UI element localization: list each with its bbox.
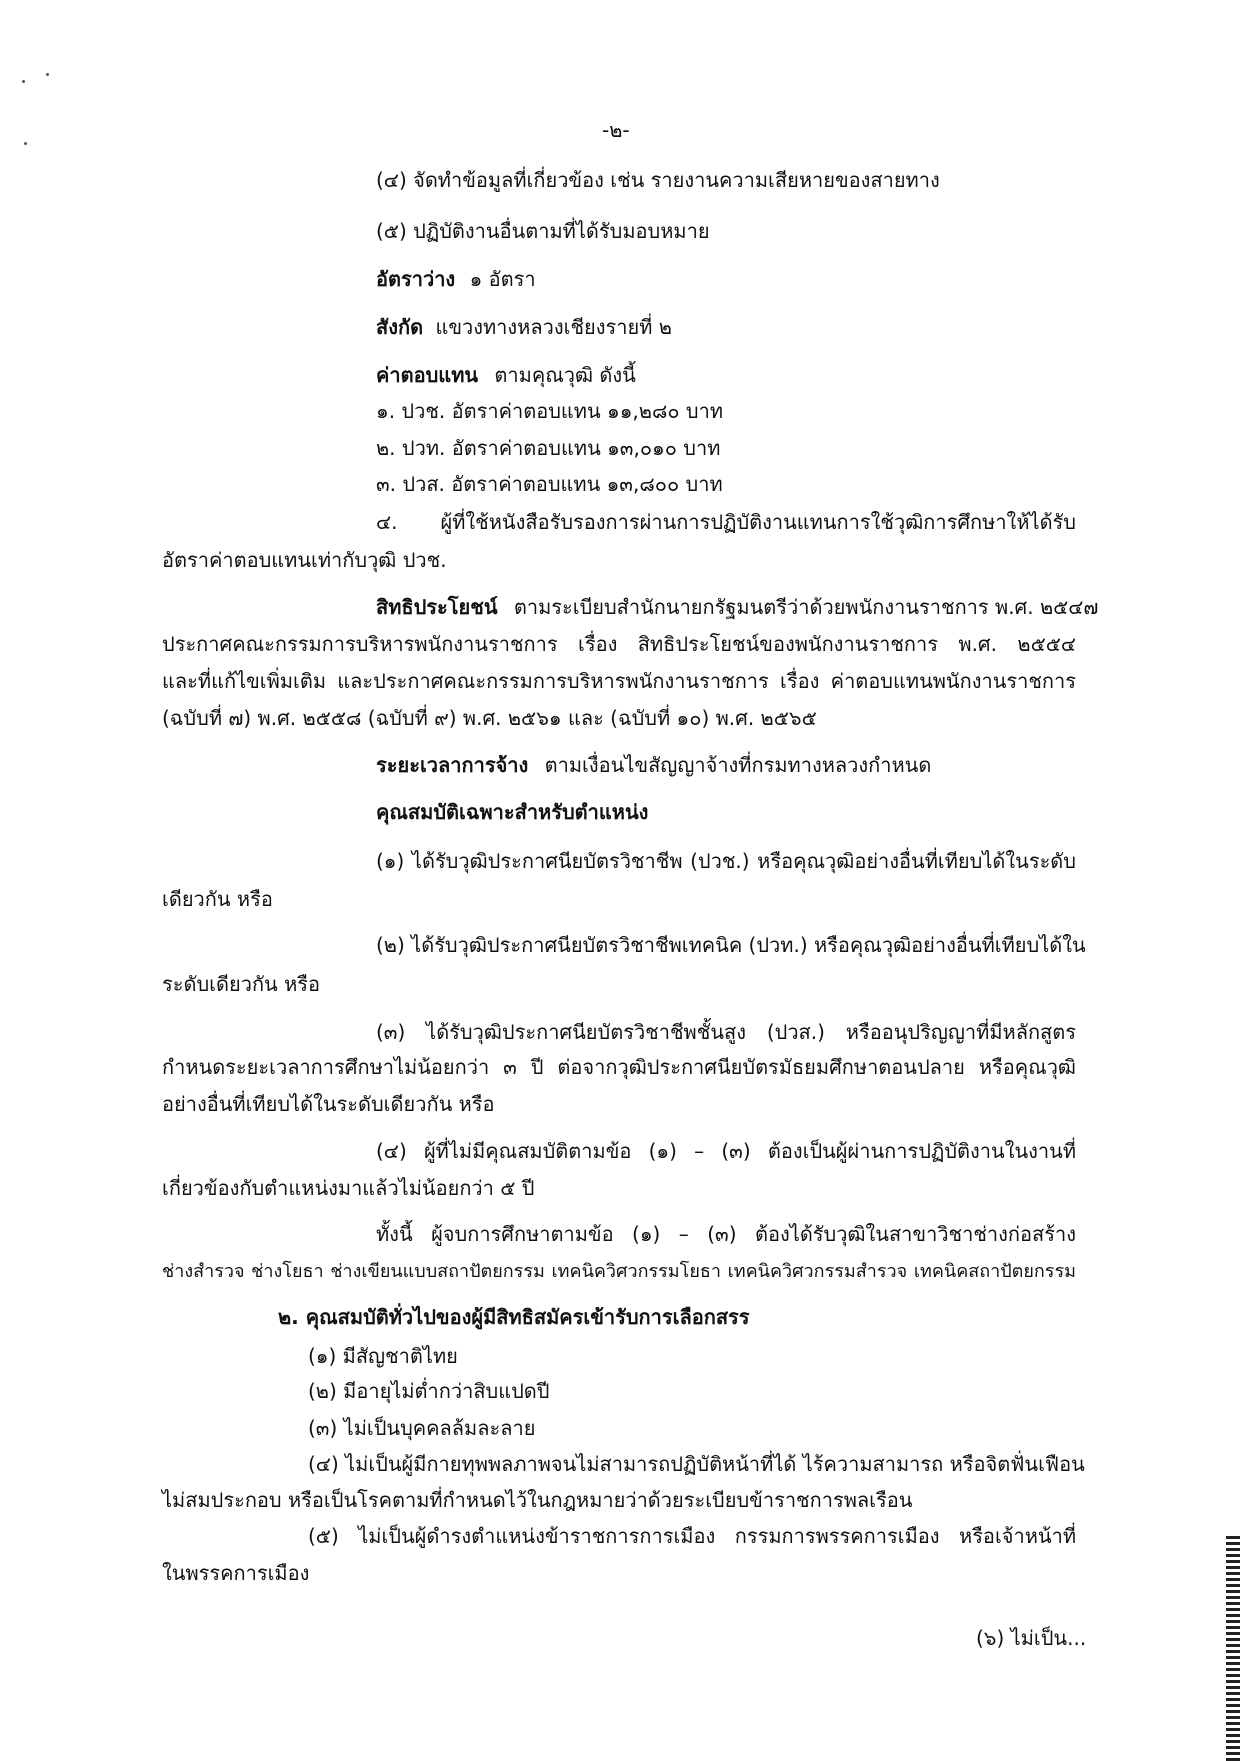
compensation-label: ค่าตอบแทน <box>376 363 479 387</box>
general-item-1: (๑) มีสัญชาติไทย <box>308 1344 458 1368</box>
qualification-3: (๓) ได้รับวุฒิประกาศนียบัตรวิชาชีพชั้นสูง (ปวส.) หรืออนุปริญญาที่มีหลักสูตร <box>376 1020 1076 1044</box>
page-number: -๒- <box>602 118 630 142</box>
compensation-line <box>376 361 636 389</box>
general-item-4: (๔) ไม่เป็นผู้มีกายทุพพลภาพจนไม่สามารถปฏิบัติหน้าที่ได้ ไร้ความสามารถ หรือจิตฟั่นเฟือน <box>308 1452 1085 1476</box>
general-item-3: (๓) ไม่เป็นบุคคลล้มละลาย <box>308 1416 536 1440</box>
qualification-1-cont: เดียวกัน หรือ <box>162 887 273 911</box>
compensation-item-4-cont: อัตราค่าตอบแทนเท่ากับวุฒิ ปวช. <box>162 548 447 572</box>
qualification-1: (๑) ได้รับวุฒิประกาศนียบัตรวิชาชีพ (ปวช.) หรือคุณวุฒิอย่างอื่นที่เทียบได้ในระดับ <box>376 849 1076 873</box>
general-item-4-cont: ไม่สมประกอบ หรือเป็นโรคตามที่กำหนดไว้ในกฎหมายว่าด้วยระเบียบข้าราชการพลเรือน <box>162 1488 913 1512</box>
benefits-label: สิทธิประโยชน์ <box>376 595 498 619</box>
affiliation-line <box>376 313 672 341</box>
compensation-item-4: ๔. ผู้ที่ใช้หนังสือรับรองการผ่านการปฏิบัติงานแทนการใช้วุฒิการศึกษาให้ได้รับ <box>376 510 1076 534</box>
qualification-2-cont: ระดับเดียวกัน หรือ <box>162 972 321 996</box>
duty-item-4: (๔) จัดทำข้อมูลที่เกี่ยวข้อง เช่น รายงานความเสียหายของสายทาง <box>376 168 940 192</box>
affiliation-value: แขวงทางหลวงเชียงรายที่ ๒ <box>435 315 672 339</box>
qualification-4-cont: เกี่ยวข้องกับตำแหน่งมาแล้วไม่น้อยกว่า ๕ ปี <box>162 1176 535 1200</box>
benefits-line-1 <box>376 593 1098 621</box>
compensation-intro: ตามคุณวุฒิ ดังนี้ <box>494 363 636 387</box>
benefits-text: ตามระเบียบสำนักนายกรัฐมนตรีว่าด้วยพนักงานราชการ พ.ศ. ๒๕๔๗ <box>513 595 1099 619</box>
compensation-item-2: ๒. ปวท. อัตราค่าตอบแทน ๑๓,๐๑๐ บาท <box>376 436 721 460</box>
affiliation-label: สังกัด <box>376 315 424 339</box>
qualification-3-cont-2: อย่างอื่นที่เทียบได้ในระดับเดียวกัน หรือ <box>162 1092 495 1116</box>
general-qualifications-heading: ๒. คุณสมบัติทั่วไปของผู้มีสิทธิสมัครเข้ารับการเลือกสรร <box>278 1305 750 1329</box>
employment-period-value: ตามเงื่อนไขสัญญาจ้างที่กรมทางหลวงกำหนด <box>544 753 932 777</box>
scan-speck <box>24 142 27 145</box>
qualification-note-cont: ช่างสำรวจ ช่างโยธา ช่างเขียนแบบสถาปัตยกรรม เทคนิควิศวกรรมโยธา เทคนิควิศวกรรมสำรวจ เทคนิคสถาปัตยกรรม <box>162 1261 1076 1282</box>
scan-speck <box>46 73 49 76</box>
qualification-note: ทั้งนี้ ผู้จบการศึกษาตามข้อ (๑) – (๓) ต้องได้รับวุฒิในสาขาวิชาช่างก่อสร้าง <box>376 1222 1076 1246</box>
general-item-2: (๒) มีอายุไม่ต่ำกว่าสิบแปดปี <box>308 1379 550 1403</box>
vacancy-label: อัตราว่าง <box>376 267 456 291</box>
benefits-line-3: และที่แก้ไขเพิ่มเติม และประกาศคณะกรรมการบริหารพนักงานราชการ เรื่อง ค่าตอบแทนพนักงานราชการ <box>162 669 1076 693</box>
scan-edge-artifact <box>1226 1536 1240 1761</box>
qualification-3-cont-1: กำหนดระยะเวลาการศึกษาไม่น้อยกว่า ๓ ปี ต่อจากวุฒิประกาศนียบัตรมัธยมศึกษาตอนปลาย หรือคุณวุฒิ <box>162 1055 1076 1079</box>
continuation-marker: (๖) ไม่เป็น... <box>976 1626 1087 1650</box>
qualification-4: (๔) ผู้ที่ไม่มีคุณสมบัติตามข้อ (๑) – (๓) ต้องเป็นผู้ผ่านการปฏิบัติงานในงานที่ <box>376 1139 1076 1163</box>
employment-period-label: ระยะเวลาการจ้าง <box>376 753 529 777</box>
qualification-2: (๒) ได้รับวุฒิประกาศนียบัตรวิชาชีพเทคนิค (ปวท.) หรือคุณวุฒิอย่างอื่นที่เทียบได้ใน <box>376 933 1086 957</box>
compensation-item-1: ๑. ปวช. อัตราค่าตอบแทน ๑๑,๒๘๐ บาท <box>376 399 724 423</box>
benefits-line-2: ประกาศคณะกรรมการบริหารพนักงานราชการ เรื่อง สิทธิประโยชน์ของพนักงานราชการ พ.ศ. ๒๕๕๔ <box>162 632 1076 656</box>
duty-item-5: (๕) ปฏิบัติงานอื่นตามที่ได้รับมอบหมาย <box>376 219 710 243</box>
employment-period-line <box>376 751 931 779</box>
vacancy-line <box>376 265 536 293</box>
benefits-line-4: (ฉบับที่ ๗) พ.ศ. ๒๕๕๘ (ฉบับที่ ๙) พ.ศ. ๒๕๖๑ และ (ฉบับที่ ๑๐) พ.ศ. ๒๕๖๕ <box>162 706 817 730</box>
general-item-5: (๕) ไม่เป็นผู้ดำรงตำแหน่งข้าราชการการเมือง กรรมการพรรคการเมือง หรือเจ้าหน้าที่ <box>308 1524 1076 1548</box>
compensation-item-3: ๓. ปวส. อัตราค่าตอบแทน ๑๓,๘๐๐ บาท <box>376 472 723 496</box>
general-item-5-cont: ในพรรคการเมือง <box>162 1561 310 1585</box>
scan-speck <box>22 80 25 83</box>
qualifications-heading: คุณสมบัติเฉพาะสำหรับตำแหน่ง <box>376 800 649 824</box>
vacancy-value: ๑ อัตรา <box>469 267 536 291</box>
